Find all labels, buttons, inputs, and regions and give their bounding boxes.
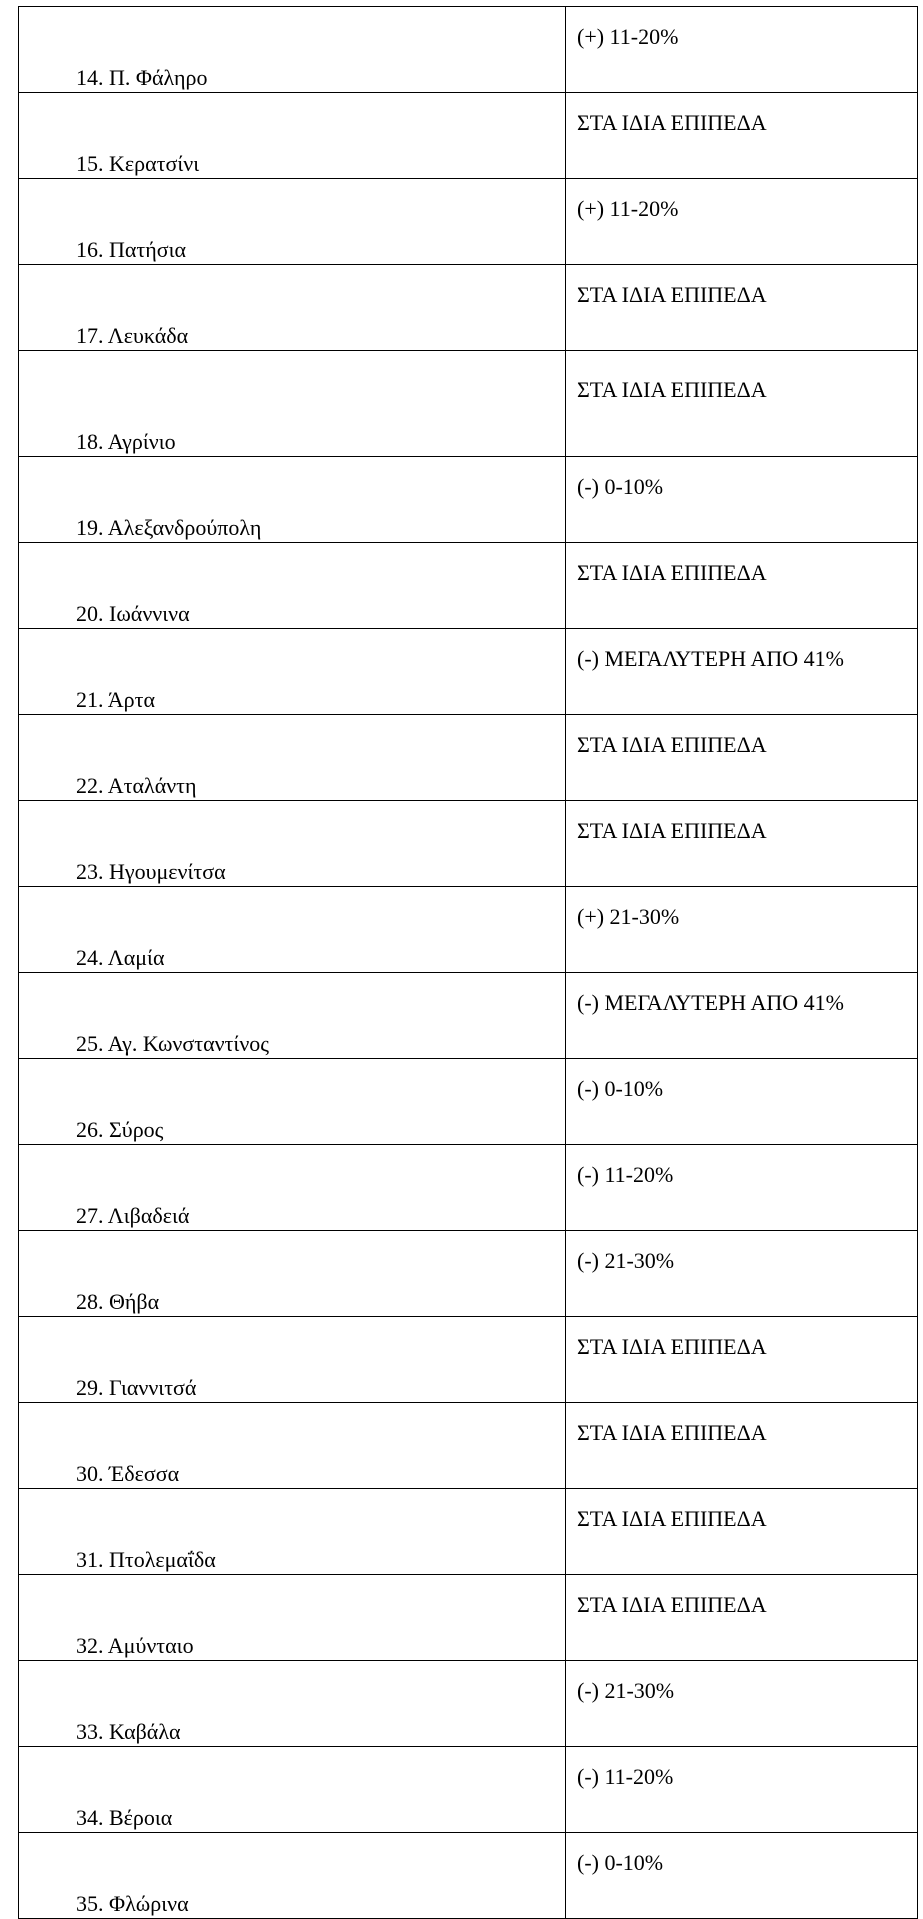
table-row bbox=[19, 351, 918, 457]
change-cell: ΣΤΑ ΙΔΙΑ ΕΠΙΠΕΔΑ bbox=[566, 351, 918, 457]
change-cell: (-) 0-10% bbox=[566, 1833, 918, 1919]
place-cell: 26. Σύρος bbox=[19, 1059, 566, 1145]
change-cell: (-) 0-10% bbox=[566, 457, 918, 543]
change-cell: (-) ΜΕΓΑΛΥΤΕΡΗ ΑΠΟ 41% bbox=[566, 629, 918, 715]
change-cell: ΣΤΑ ΙΔΙΑ ΕΠΙΠΕΔΑ bbox=[566, 1403, 918, 1489]
change-cell: ΣΤΑ ΙΔΙΑ ΕΠΙΠΕΔΑ bbox=[566, 1317, 918, 1403]
place-cell: 25. Αγ. Κωνσταντίνος bbox=[19, 973, 566, 1059]
change-cell: (+) 11-20% bbox=[566, 179, 918, 265]
place-cell: 28. Θήβα bbox=[19, 1231, 566, 1317]
change-cell: (-) 0-10% bbox=[566, 1059, 918, 1145]
change-cell: (+) 11-20% bbox=[566, 7, 918, 93]
table-row bbox=[19, 1059, 918, 1145]
table-row bbox=[19, 801, 918, 887]
place-cell: 20. Ιωάννινα bbox=[19, 543, 566, 629]
change-cell: ΣΤΑ ΙΔΙΑ ΕΠΙΠΕΔΑ bbox=[566, 1489, 918, 1575]
place-cell: 14. Π. Φάληρο bbox=[19, 7, 566, 93]
change-cell: (-) 11-20% bbox=[566, 1145, 918, 1231]
table-row bbox=[19, 887, 918, 973]
table-row bbox=[19, 1145, 918, 1231]
change-cell: ΣΤΑ ΙΔΙΑ ΕΠΙΠΕΔΑ bbox=[566, 265, 918, 351]
table-row bbox=[19, 179, 918, 265]
table-row bbox=[19, 543, 918, 629]
place-cell: 15. Κερατσίνι bbox=[19, 93, 566, 179]
table-row bbox=[19, 629, 918, 715]
change-cell: (-) 11-20% bbox=[566, 1747, 918, 1833]
place-cell: 19. Αλεξανδρούπολη bbox=[19, 457, 566, 543]
change-cell: ΣΤΑ ΙΔΙΑ ΕΠΙΠΕΔΑ bbox=[566, 543, 918, 629]
change-cell: (-) ΜΕΓΑΛΥΤΕΡΗ ΑΠΟ 41% bbox=[566, 973, 918, 1059]
place-cell: 29. Γιαννιτσά bbox=[19, 1317, 566, 1403]
place-cell: 34. Βέροια bbox=[19, 1747, 566, 1833]
place-cell: 33. Καβάλα bbox=[19, 1661, 566, 1747]
table-row bbox=[19, 1747, 918, 1833]
place-cell: 18. Αγρίνιο bbox=[19, 351, 566, 457]
change-cell: ΣΤΑ ΙΔΙΑ ΕΠΙΠΕΔΑ bbox=[566, 715, 918, 801]
table-body bbox=[19, 7, 918, 1919]
table-row bbox=[19, 7, 918, 93]
table-row bbox=[19, 715, 918, 801]
place-cell: 30. Έδεσσα bbox=[19, 1403, 566, 1489]
place-cell: 31. Πτολεμαΐδα bbox=[19, 1489, 566, 1575]
place-cell: 21. Άρτα bbox=[19, 629, 566, 715]
table-row bbox=[19, 1575, 918, 1661]
table-row bbox=[19, 1833, 918, 1919]
table-row bbox=[19, 1317, 918, 1403]
place-cell: 22. Αταλάντη bbox=[19, 715, 566, 801]
table-row bbox=[19, 1231, 918, 1317]
change-cell: ΣΤΑ ΙΔΙΑ ΕΠΙΠΕΔΑ bbox=[566, 1575, 918, 1661]
table-row bbox=[19, 1489, 918, 1575]
place-cell: 24. Λαμία bbox=[19, 887, 566, 973]
place-cell: 32. Αμύνταιο bbox=[19, 1575, 566, 1661]
change-cell: (+) 21-30% bbox=[566, 887, 918, 973]
change-cell: ΣΤΑ ΙΔΙΑ ΕΠΙΠΕΔΑ bbox=[566, 801, 918, 887]
change-cell: (-) 21-30% bbox=[566, 1231, 918, 1317]
place-cell: 17. Λευκάδα bbox=[19, 265, 566, 351]
place-cell: 23. Ηγουμενίτσα bbox=[19, 801, 566, 887]
place-cell: 35. Φλώρινα bbox=[19, 1833, 566, 1919]
table-row bbox=[19, 265, 918, 351]
table-row bbox=[19, 93, 918, 179]
place-cell: 16. Πατήσια bbox=[19, 179, 566, 265]
change-cell: ΣΤΑ ΙΔΙΑ ΕΠΙΠΕΔΑ bbox=[566, 93, 918, 179]
change-cell: (-) 21-30% bbox=[566, 1661, 918, 1747]
table-row bbox=[19, 1403, 918, 1489]
table-row bbox=[19, 1661, 918, 1747]
table-row bbox=[19, 457, 918, 543]
regions-table bbox=[18, 6, 918, 1919]
place-cell: 27. Λιβαδειά bbox=[19, 1145, 566, 1231]
table-row bbox=[19, 973, 918, 1059]
